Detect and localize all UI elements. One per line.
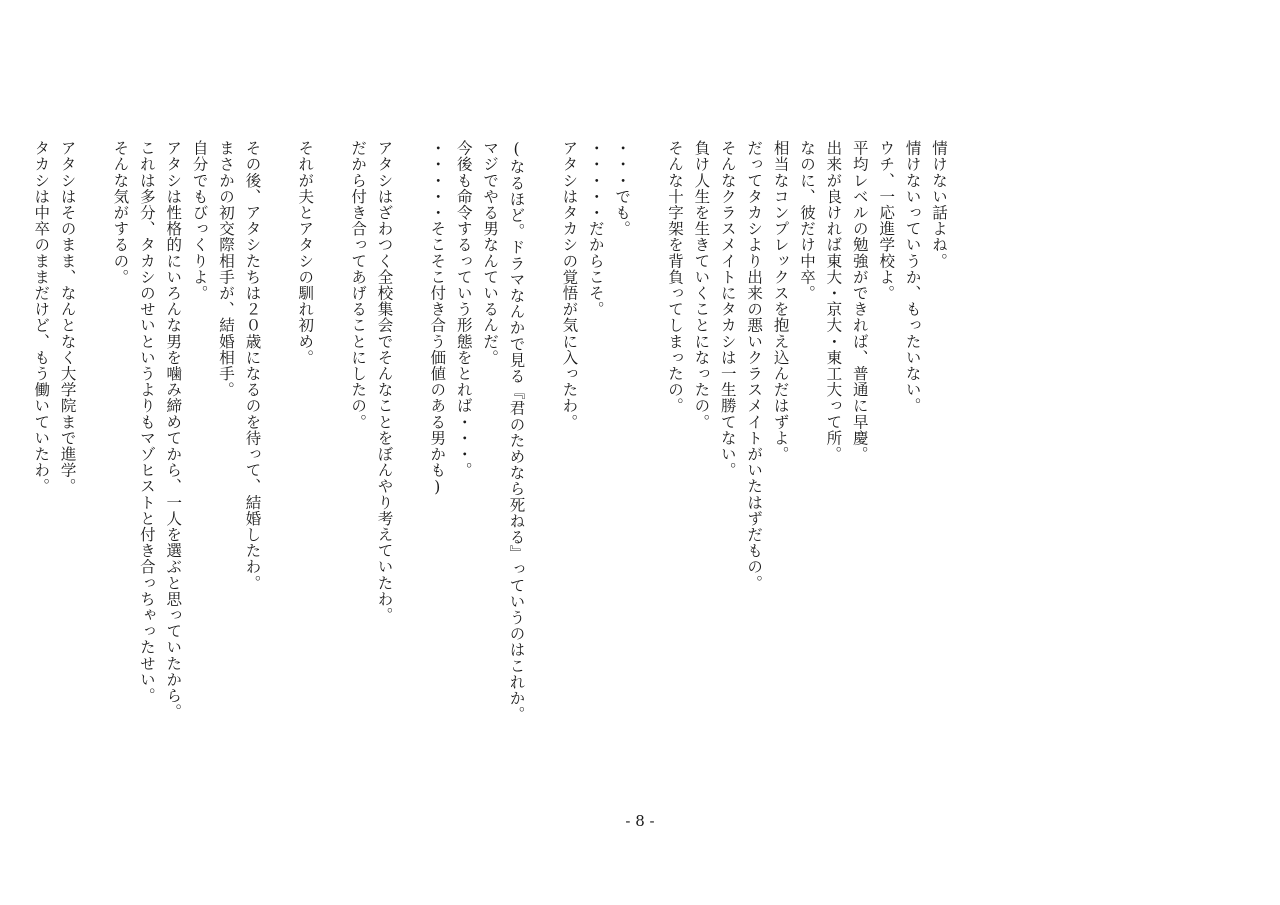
text-line: アタシはそのまま、なんとなく大学院まで進学。	[58, 140, 77, 495]
blank-line	[318, 140, 344, 780]
text-line: 負け人生を生きていくことになったの。	[692, 140, 711, 430]
vertical-text-body	[28, 140, 952, 780]
page-number: - 8 -	[625, 812, 655, 830]
text-line: なのに、彼だけ中卒。	[797, 140, 816, 301]
blank-line	[397, 140, 423, 780]
text-line: 情けないっていうか、もったいない。	[903, 140, 922, 414]
text-line: アタシはざわつく全校集会でそんなことをぼんやり考えていたわ。	[375, 140, 394, 623]
text-line: 平均レベルの勉強ができれば、普通に早慶。	[850, 140, 869, 462]
text-line: アタシはタカシの覚悟が気に入ったわ。	[560, 140, 579, 430]
text-line: 相当なコンプレックスを抱え込んだはずよ。	[771, 140, 790, 462]
text-line: その後、アタシたちは２０歳になるのを待って、結婚したわ。	[243, 140, 262, 591]
text-line: そんな気がするの。	[111, 140, 130, 285]
text-line: それが夫とアタシの馴れ初め。	[296, 140, 315, 366]
text-line: ・・・でも。	[613, 140, 632, 237]
text-line: 今後も命令するっていう形態をとれば・・・。	[454, 140, 473, 479]
text-line: ウチ、一応進学校よ。	[877, 140, 896, 301]
text-line: 自分でもびっくりよ。	[190, 140, 209, 301]
blank-line	[81, 140, 107, 780]
blank-line	[265, 140, 291, 780]
text-line: だってタカシより出来の悪いクラスメイトがいたはずだもの。	[745, 140, 764, 591]
blank-line	[635, 140, 661, 780]
text-line: アタシは性格的にいろんな男を噛み締めてから、一人を選ぶと思っていたから。	[164, 140, 183, 720]
text-line: 出来が良ければ東大・京大・東工大って所。	[824, 140, 843, 462]
text-line: 情けない話よね。	[930, 140, 948, 269]
text-line: そんな十字架を背負ってしまったの。	[665, 140, 684, 414]
text-line: そんなクラスメイトにタカシは一生勝てない。	[718, 140, 737, 479]
text-line: タカシは中卒のままだけど、もう働いていたわ。	[32, 140, 51, 495]
text-line: (なるほど。ドラマなんかで見る『君のためなら死ねる』っていうのはこれか。	[507, 140, 526, 723]
text-line: ・・・・・そこそこ付き合う価値のある男かも)	[428, 140, 447, 497]
text-line: ・・・・・だからこそ。	[586, 140, 605, 318]
text-line: だから付き合ってあげることにしたの。	[349, 140, 368, 430]
text-line: マジでやる男なんているんだ。	[481, 140, 500, 366]
text-line: これは多分、タカシのせいというよりもマゾヒストと付き合っちゃったせい。	[137, 140, 156, 704]
blank-line	[530, 140, 556, 780]
text-line: まさかの初交際相手が、結婚相手。	[217, 140, 236, 398]
